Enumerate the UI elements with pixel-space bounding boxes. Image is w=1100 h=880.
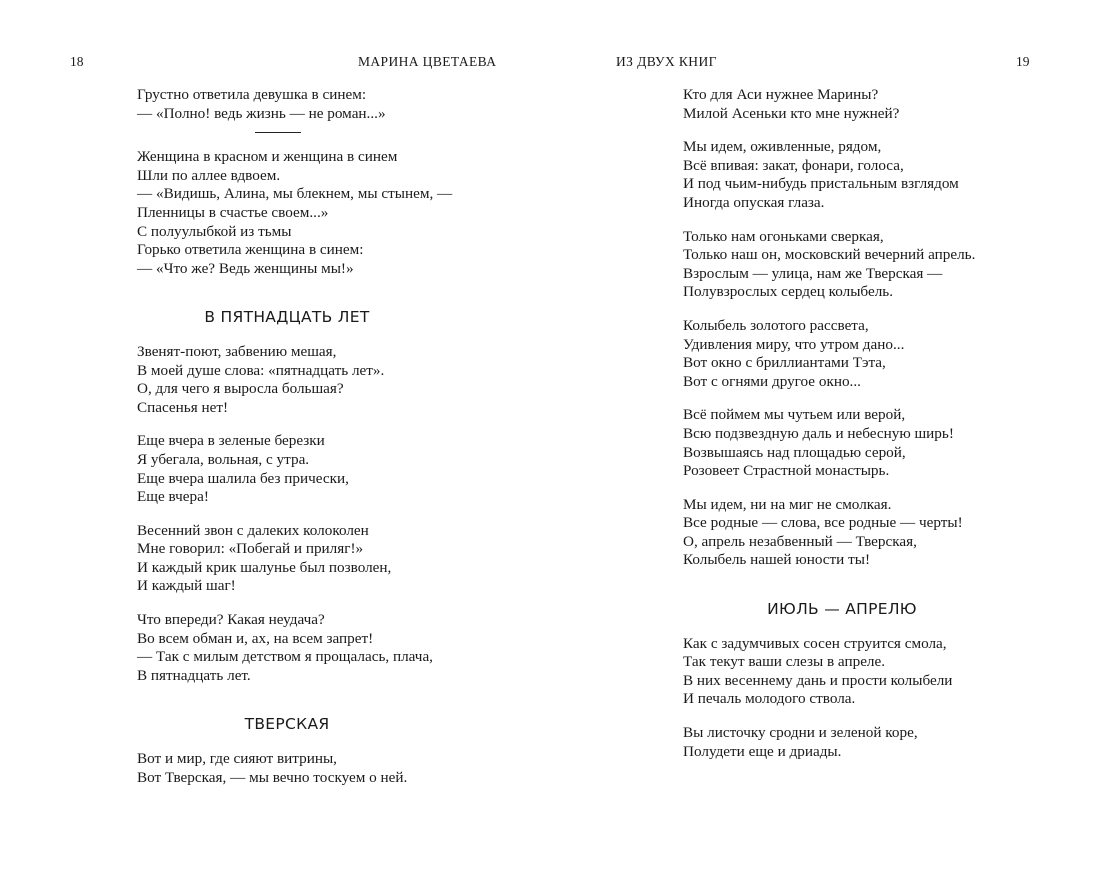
stanza	[683, 496, 1001, 570]
verse-line: Только нам огоньками сверкая,	[683, 227, 884, 245]
stanza	[683, 317, 1001, 391]
stanza	[137, 432, 452, 506]
page-number-left: 18	[70, 54, 84, 69]
verse-line: В них весеннему дань и прости колыбели	[683, 671, 953, 689]
verse-line: Мне говорил: «Побегай и приляг!»	[137, 540, 364, 558]
verse-line: Еще вчера шалила без прически,	[137, 469, 349, 487]
verse-line: И каждый шаг!	[137, 577, 236, 595]
verse-line: Вот окно с бриллиантами Тэта,	[683, 354, 886, 372]
verse-line: Так текут ваши слезы в апреле.	[683, 653, 886, 671]
stanza	[683, 724, 1001, 761]
verse-line: Колыбель нашей юности ты!	[683, 551, 870, 569]
poem-title: В ПЯТНАДЦАТЬ ЛЕТ	[204, 308, 370, 327]
verse-line: В пятнадцать лет.	[137, 666, 251, 684]
verse-line: Вот Тверская, — мы вечно тоскуем о ней.	[137, 768, 408, 786]
verse-line: И каждый крик шалунье был позволен,	[137, 558, 392, 576]
poem-title: ИЮЛЬ — АПРЕЛЮ	[767, 600, 917, 619]
verse-line: Спасенья нет!	[137, 398, 229, 416]
verse-line: Иногда опуская глаза.	[683, 193, 825, 211]
verse-line: Розовеет Страстной монастырь.	[683, 462, 890, 480]
verse-line: И под чьим-нибудь пристальным взглядом	[683, 175, 959, 193]
verse-line: И печаль молодого ствола.	[683, 690, 856, 708]
poem-title: ТВЕРСКАЯ	[244, 715, 330, 734]
verse-line: Взрослым — улица, нам же Тверская —	[683, 264, 943, 282]
verse-line: Колыбель золотого рассвета,	[683, 316, 869, 334]
section-divider	[255, 132, 301, 133]
verse-line: Еще вчера в зеленые березки	[137, 432, 325, 450]
stanza	[137, 86, 452, 123]
right-page-text	[683, 86, 1001, 776]
verse-line: Во всем обман и, ах, на всем запрет!	[137, 629, 374, 647]
verse-line: Вот с огнями другое окно...	[683, 372, 861, 390]
page-number-right: 19	[1016, 54, 1030, 69]
stanza	[683, 228, 1001, 302]
verse-line: Как с задумчивых сосен струится смола,	[683, 634, 947, 652]
verse-line: Вы листочку сродни и зеленой коре,	[683, 724, 918, 742]
stanza	[137, 343, 452, 417]
verse-line: Еще вчера!	[137, 488, 209, 506]
verse-line: Горько ответила женщина в синем:	[137, 241, 364, 259]
verse-line: — «Полно! ведь жизнь — не роман...»	[137, 104, 386, 122]
verse-line: Всю подзвездную даль и небесную ширь!	[683, 424, 954, 442]
verse-line: Весенний звон с далеких колоколен	[137, 521, 369, 539]
running-head-left: МАРИНА ЦВЕТАЕВА	[358, 54, 497, 69]
stanza	[683, 138, 1001, 212]
stanza	[137, 611, 452, 685]
verse-line: Удивления миру, что утром дано...	[683, 335, 905, 353]
verse-line: Я убегала, вольная, с утра.	[137, 450, 310, 468]
verse-line: С полуулыбкой из тьмы	[137, 222, 292, 240]
verse-line: Мы идем, ни на миг не смолкая.	[683, 495, 892, 513]
verse-line: Грустно ответила девушка в синем:	[137, 86, 367, 103]
verse-line: Полувзрослых сердец колыбель.	[683, 283, 893, 301]
verse-line: Что впереди? Какая неудача?	[137, 611, 325, 629]
stanza	[137, 750, 452, 787]
running-head-right: ИЗ ДВУХ КНИГ	[616, 54, 717, 69]
verse-line: Всё впивая: закат, фонари, голоса,	[683, 156, 904, 174]
verse-line: Полудети еще и дриады.	[683, 742, 842, 760]
verse-line: О, для чего я выросла большая?	[137, 380, 344, 398]
verse-line: Мы идем, оживленные, рядом,	[683, 138, 882, 156]
stanza	[137, 148, 452, 278]
stanza	[683, 635, 1001, 709]
verse-line: — «Что же? Ведь женщины мы!»	[137, 259, 354, 277]
stanza	[683, 86, 1001, 123]
verse-line: — Так с милым детством я прощалась, плача,	[137, 648, 433, 666]
verse-line: Женщина в красном и женщина в синем	[137, 148, 398, 166]
verse-line: Звенят-поют, забвению мешая,	[137, 342, 337, 360]
verse-line: Кто для Аси нужнее Марины?	[683, 86, 879, 103]
stanza	[683, 406, 1001, 480]
verse-line: О, апрель незабвенный — Тверская,	[683, 532, 917, 550]
verse-line: Возвышаясь над площадью серой,	[683, 443, 906, 461]
verse-line: Всё поймем мы чутьем или верой,	[683, 406, 906, 424]
verse-line: Только наш он, московский вечерний апрель.	[683, 246, 976, 264]
verse-line: — «Видишь, Алина, мы блекнем, мы стынем, —	[137, 185, 453, 203]
verse-line: Все родные — слова, все родные — черты!	[683, 514, 963, 532]
stanza	[137, 522, 452, 596]
verse-line: Вот и мир, где сияют витрины,	[137, 750, 337, 768]
verse-line: В моей душе слова: «пятнадцать лет».	[137, 361, 385, 379]
verse-line: Шли по аллее вдвоем.	[137, 166, 281, 184]
verse-line: Милой Асеньки кто мне нужней?	[683, 104, 900, 122]
left-page-text	[137, 86, 452, 802]
verse-line: Пленницы в счастье своем...»	[137, 203, 329, 221]
